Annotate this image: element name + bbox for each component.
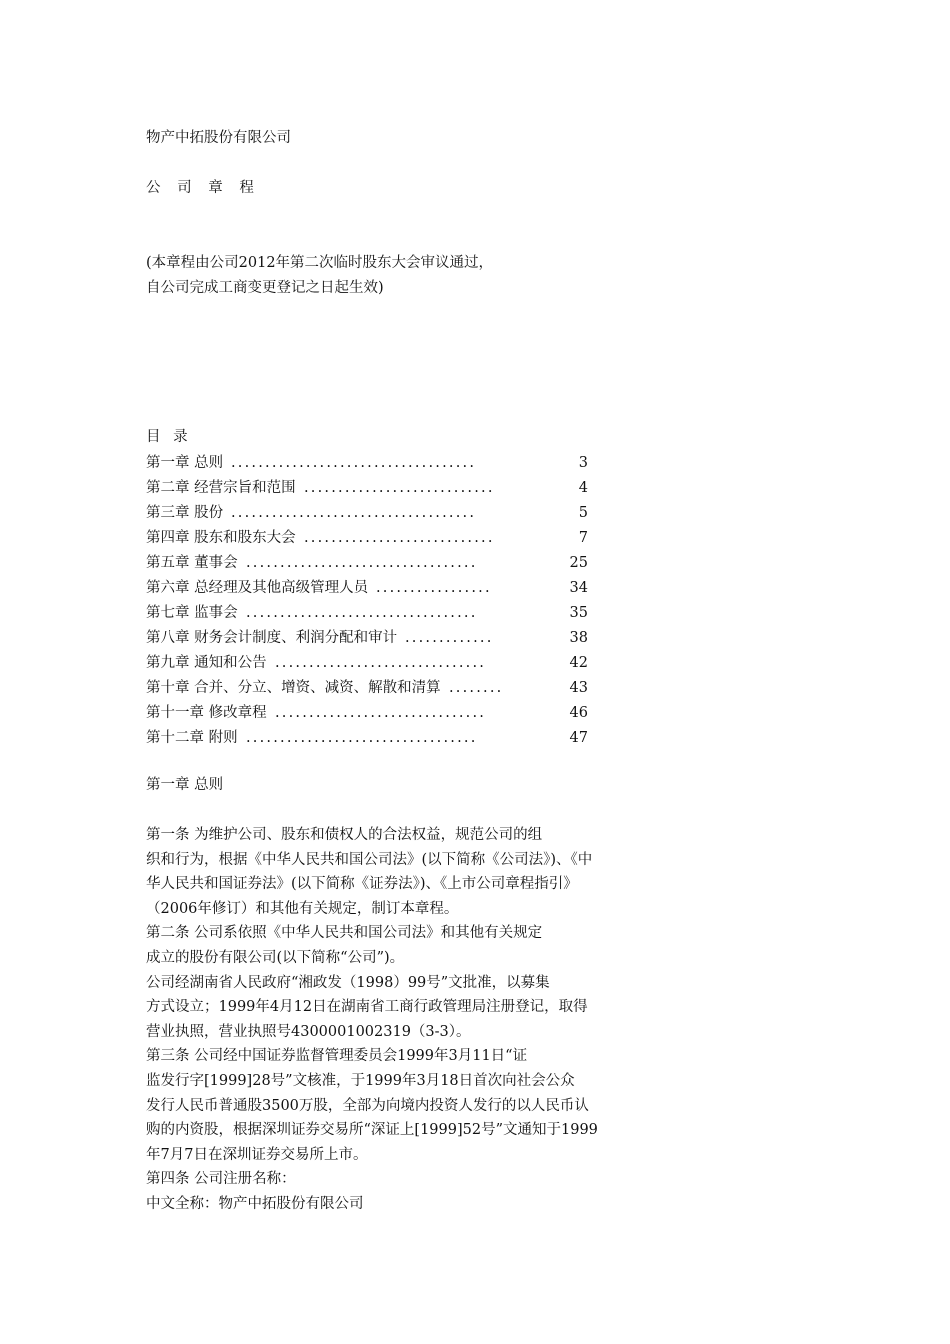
- toc-entry[interactable]: [146, 527, 606, 549]
- toc-heading: 目 录: [146, 429, 192, 445]
- toc-chapter-number: 第五章: [146, 555, 190, 571]
- body-text-line: 第二条 公司系依照《中华人民共和国公司法》和其他有关规定: [146, 925, 543, 942]
- toc-chapter-title: 监事会: [194, 605, 238, 621]
- toc-page-number: 43: [569, 680, 588, 696]
- toc-chapter-number: 第二章: [146, 480, 190, 496]
- body-text-line: 织和行为，根据《中华人民共和国公司法》(以下简称《公司法》)、《中: [146, 851, 593, 868]
- toc-entry-title: [146, 727, 238, 749]
- toc-chapter-number: 第七章: [146, 605, 190, 621]
- body-text-line: 中文全称：物产中拓股份有限公司: [146, 1196, 364, 1212]
- toc-chapter-number: 第八章: [146, 630, 190, 646]
- company-name: 物产中拓股份有限公司: [146, 130, 291, 146]
- toc-chapter-number: 第九章: [146, 655, 190, 671]
- toc-dot-leader: ............................: [304, 530, 495, 546]
- toc-chapter-number: 第六章: [146, 580, 190, 596]
- toc-page-number: 4: [578, 480, 588, 496]
- toc-chapter-title: 股份: [194, 505, 224, 521]
- body-text-line: 监发行字[1999]28号”文核准，于1999年3月18日首次向社会公众: [146, 1073, 575, 1089]
- toc-dot-leader: ............................: [304, 480, 495, 496]
- toc-page-number: 42: [569, 655, 588, 671]
- toc-chapter-title: 财务会计制度、利润分配和审计: [194, 630, 398, 646]
- toc-page-number: 38: [569, 630, 588, 646]
- body-text-line: 营业执照，营业执照号4300001002319（3-3）。: [146, 1023, 471, 1040]
- toc-chapter-number: 第四章: [146, 530, 190, 546]
- toc-chapter-title: 经营宗旨和范围: [194, 480, 296, 496]
- toc-page-number: 35: [569, 605, 588, 621]
- toc-entry-title: [146, 477, 296, 499]
- body-text-line: 第三条 公司经中国证券监督管理委员会1999年3月11日“证: [146, 1048, 528, 1065]
- toc-dot-leader: ....................................: [231, 455, 477, 471]
- toc-page-number: 3: [578, 455, 588, 471]
- body-text-line: 华人民共和国证券法》(以下简称《证券法》)、《上市公司章程指引》: [146, 876, 578, 893]
- toc-chapter-number: 第十二章: [146, 730, 204, 746]
- body-text-line: （2006年修订）和其他有关规定，制订本章程。: [146, 900, 459, 917]
- body-text-line: 第四条 公司注册名称：: [146, 1171, 296, 1188]
- toc-dot-leader: ...............................: [275, 655, 487, 671]
- body-text-line: 方式设立；1999年4月12日在湖南省工商行政管理局注册登记，取得: [146, 999, 588, 1016]
- toc-entry[interactable]: [146, 577, 606, 599]
- toc-chapter-number: 第三章: [146, 505, 190, 521]
- toc-entry[interactable]: [146, 502, 606, 524]
- toc-entry-title: [146, 552, 238, 574]
- toc-chapter-title: 合并、分立、增资、减资、解散和清算: [194, 680, 441, 696]
- body-text-line: 公司经湖南省人民政府“湘政发（1998）99号”文批准，以募集: [146, 974, 550, 991]
- toc-chapter-title: 附则: [208, 730, 238, 746]
- approval-note-line-2: 自公司完成工商变更登记之日起生效): [146, 280, 384, 296]
- toc-entry-title: [146, 652, 267, 674]
- toc-chapter-number: 第一章: [146, 455, 190, 471]
- toc-page-number: 47: [569, 730, 588, 746]
- toc-entry[interactable]: [146, 677, 606, 699]
- toc-entry[interactable]: [146, 727, 606, 749]
- body-text-line: 成立的股份有限公司(以下简称“公司”)。: [146, 950, 405, 966]
- toc-page-number: 46: [569, 705, 588, 721]
- body-text-line: 第一条 为维护公司、股东和债权人的合法权益，规范公司的组: [146, 827, 543, 843]
- toc-chapter-number: 第十章: [146, 680, 190, 696]
- toc-entry-title: [146, 577, 368, 599]
- body-text-line: 购的内资股，根据深圳证券交易所“深证上[1999]52号”文通知于1999: [146, 1122, 598, 1139]
- approval-note-line-1: (本章程由公司2012年第二次临时股东大会审议通过，: [146, 255, 494, 271]
- toc-dot-leader: .............: [405, 630, 494, 646]
- toc-chapter-title: 董事会: [194, 555, 238, 571]
- toc-page-number: 34: [569, 580, 588, 596]
- toc-entry[interactable]: [146, 552, 606, 574]
- toc-page-number: 25: [569, 555, 588, 571]
- toc-chapter-title: 总经理及其他高级管理人员: [194, 580, 369, 596]
- toc-entry-title: [146, 677, 441, 699]
- toc-page-number: 5: [578, 505, 588, 521]
- toc-entry-title: [146, 452, 223, 474]
- document-title: 公 司 章 程: [146, 180, 260, 196]
- toc-entry-title: [146, 602, 238, 624]
- toc-dot-leader: ..................................: [246, 730, 478, 746]
- toc-entry[interactable]: [146, 652, 606, 674]
- toc-chapter-title: 股东和股东大会: [194, 530, 296, 546]
- toc-entry[interactable]: [146, 452, 606, 474]
- toc-chapter-title: 通知和公告: [194, 655, 267, 671]
- toc-dot-leader: ....................................: [231, 505, 477, 521]
- toc-entry[interactable]: [146, 477, 606, 499]
- body-text-line: 发行人民币普通股3500万股，全部为向境内投资人发行的以人民币认: [146, 1097, 589, 1114]
- toc-entry[interactable]: [146, 627, 606, 649]
- toc-page-number: 7: [578, 530, 588, 546]
- toc-entry-title: [146, 527, 296, 549]
- body-text-line: 年7月7日在深圳证券交易所上市。: [146, 1146, 368, 1163]
- toc-dot-leader: ........: [449, 680, 504, 696]
- toc-dot-leader: .................: [376, 580, 492, 596]
- toc-dot-leader: ...............................: [275, 705, 487, 721]
- toc-entry-title: [146, 627, 397, 649]
- toc-entry[interactable]: [146, 602, 606, 624]
- toc-entry-title: [146, 502, 223, 524]
- toc-chapter-title: 修改章程: [208, 705, 267, 721]
- toc-chapter-title: 总则: [194, 455, 224, 471]
- toc-dot-leader: ..................................: [246, 605, 478, 621]
- toc-dot-leader: ..................................: [246, 555, 478, 571]
- chapter-1-heading: 第一章 总则: [146, 777, 224, 793]
- toc-chapter-number: 第十一章: [146, 705, 204, 721]
- toc-entry-title: [146, 702, 267, 724]
- toc-entry[interactable]: [146, 702, 606, 724]
